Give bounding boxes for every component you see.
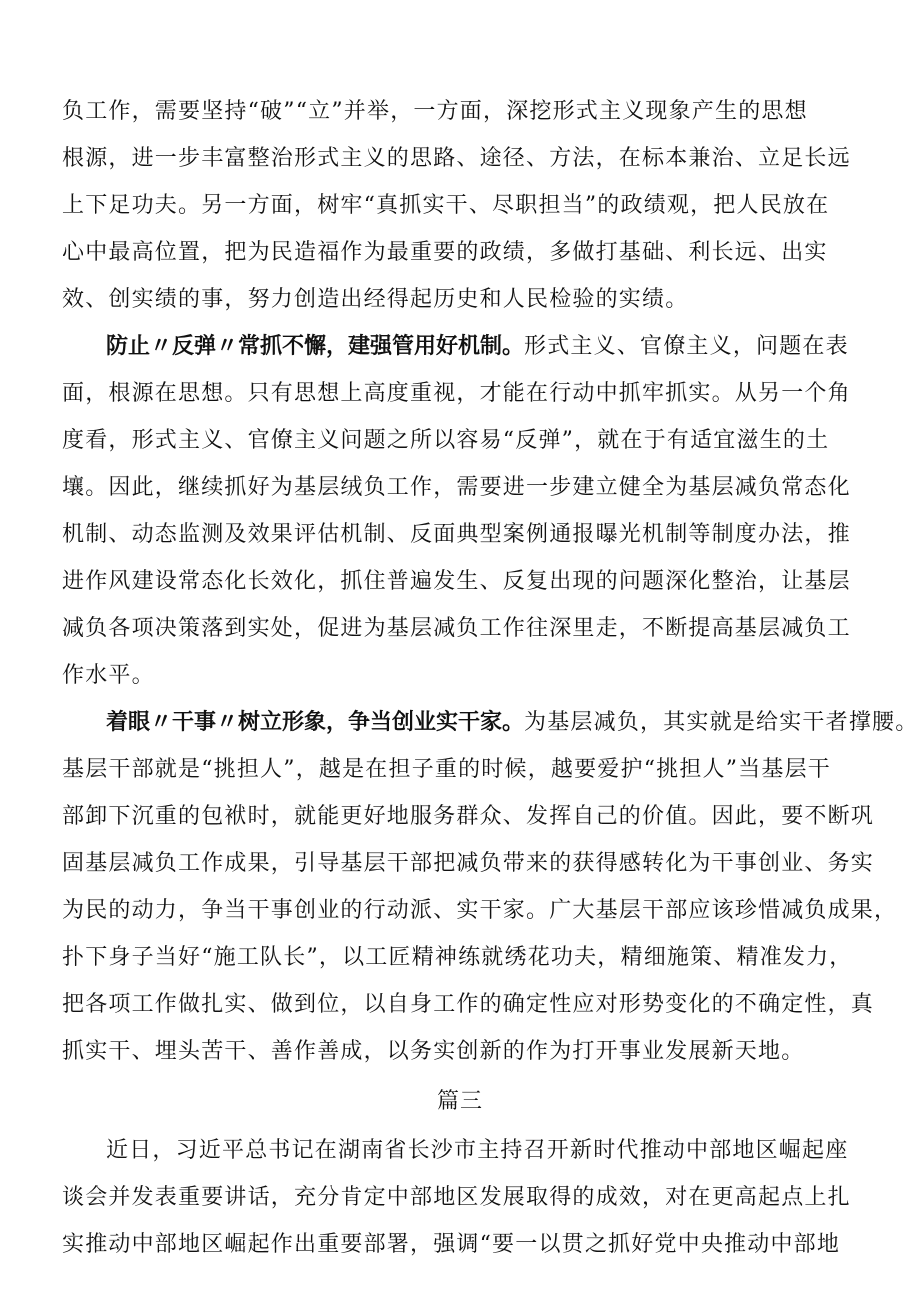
paragraph-line: 减负各项决策落到实处，促进为基层减负工作往深里走，不断提高基层减负工 (62, 616, 851, 641)
paragraph-line: 部卸下沉重的包袱时，就能更好地服务群众、发挥自己的价值。因此，要不断巩 (62, 804, 875, 829)
section-heading: 防止〃反弹〃常抓不懈，建强管用好机制。 (106, 334, 525, 359)
paragraph-line: 进作风建设常态化长效化，抓住普遍发生、反复出现的问题深化整治，让基层 (62, 569, 851, 594)
section-title: 篇三 (436, 1089, 483, 1114)
paragraph-line: 效、创实绩的事，努力创造出经得起历史和人民检验的实绩。 (62, 287, 689, 312)
paragraph-line: 面，根源在思想。只有思想上高度重视，才能在行动中抓牢抓实。从另一个角 (62, 381, 851, 406)
paragraph-line: 基层干部就是“挑担人”，越是在担子重的时候，越要爱护“挑担人”当基层干 (62, 757, 831, 782)
paragraph-line: 负工作，需要坚持“破”“立”并举，一方面，深挖形式主义现象产生的思想 (62, 99, 808, 124)
paragraph-line: 作水平。 (62, 663, 155, 688)
paragraph-line: 根源，进一步丰富整治形式主义的思路、途径、方法，在标本兼治、立足长远 (62, 146, 851, 171)
paragraph-first-line: 近日，习近平总书记在湖南省长沙市主持召开新时代推动中部地区崛起座 (106, 1138, 849, 1163)
paragraph-line: 谈会并发表重要讲话，充分肯定中部地区发展取得的成效，对在更高起点上扎 (62, 1185, 851, 1210)
paragraph-line: 心中最高位置，把为民造福作为最重要的政绩，多做打基础、利长远、出实 (62, 240, 828, 265)
paragraph-text: 为基层减负，其实就是给实干者撑腰。 (524, 710, 919, 735)
paragraph-line: 实推动中部地区崛起作出重要部署，强调“要一以贯之抓好党中央推动中部地 (62, 1232, 841, 1257)
paragraph-text: 形式主义、官僚主义，问题在表 (524, 334, 849, 359)
paragraph-first-line (106, 332, 866, 362)
paragraph-line: 壤。因此，继续抓好为基层绒负工作，需要进一步建立健全为基层减负常态化 (62, 475, 851, 500)
paragraph-line: 上下足功夫。另一方面，树牢“真抓实干、尽职担当”的政绩观，把人民放在 (62, 193, 830, 218)
paragraph-first-line (106, 708, 919, 738)
paragraph-line: 度看，形式主义、官僚主义问题之所以容易“反弹”，就在于有适宜滋生的土 (62, 428, 830, 453)
paragraph-line: 为民的动力，争当干事创业的行动派、实干家。广大基层干部应该珍惜减负成果， (62, 898, 898, 923)
section-heading: 着眼〃干事〃树立形象，争当创业实干家。 (106, 710, 525, 735)
paragraph-line: 固基层减负工作成果，引导基层干部把减负带来的获得感转化为干事创业、务实 (62, 851, 875, 876)
paragraph-line: 抓实干、埋头苦干、善作善成，以务实创新的作为打开事业发展新天地。 (62, 1039, 805, 1064)
paragraph-line: 把各项工作做扎实、做到位，以自身工作的确定性应对形势变化的不确定性，真 (62, 992, 875, 1017)
paragraph-line: 机制、动态监测及效果评估机制、反面典型案例通报曝光机制等制度办法，推 (62, 522, 851, 547)
paragraph-line: 扑下身子当好“施工队长”，以工匠精神练就绣花功夫，精细施策、精准发力， (62, 945, 853, 970)
